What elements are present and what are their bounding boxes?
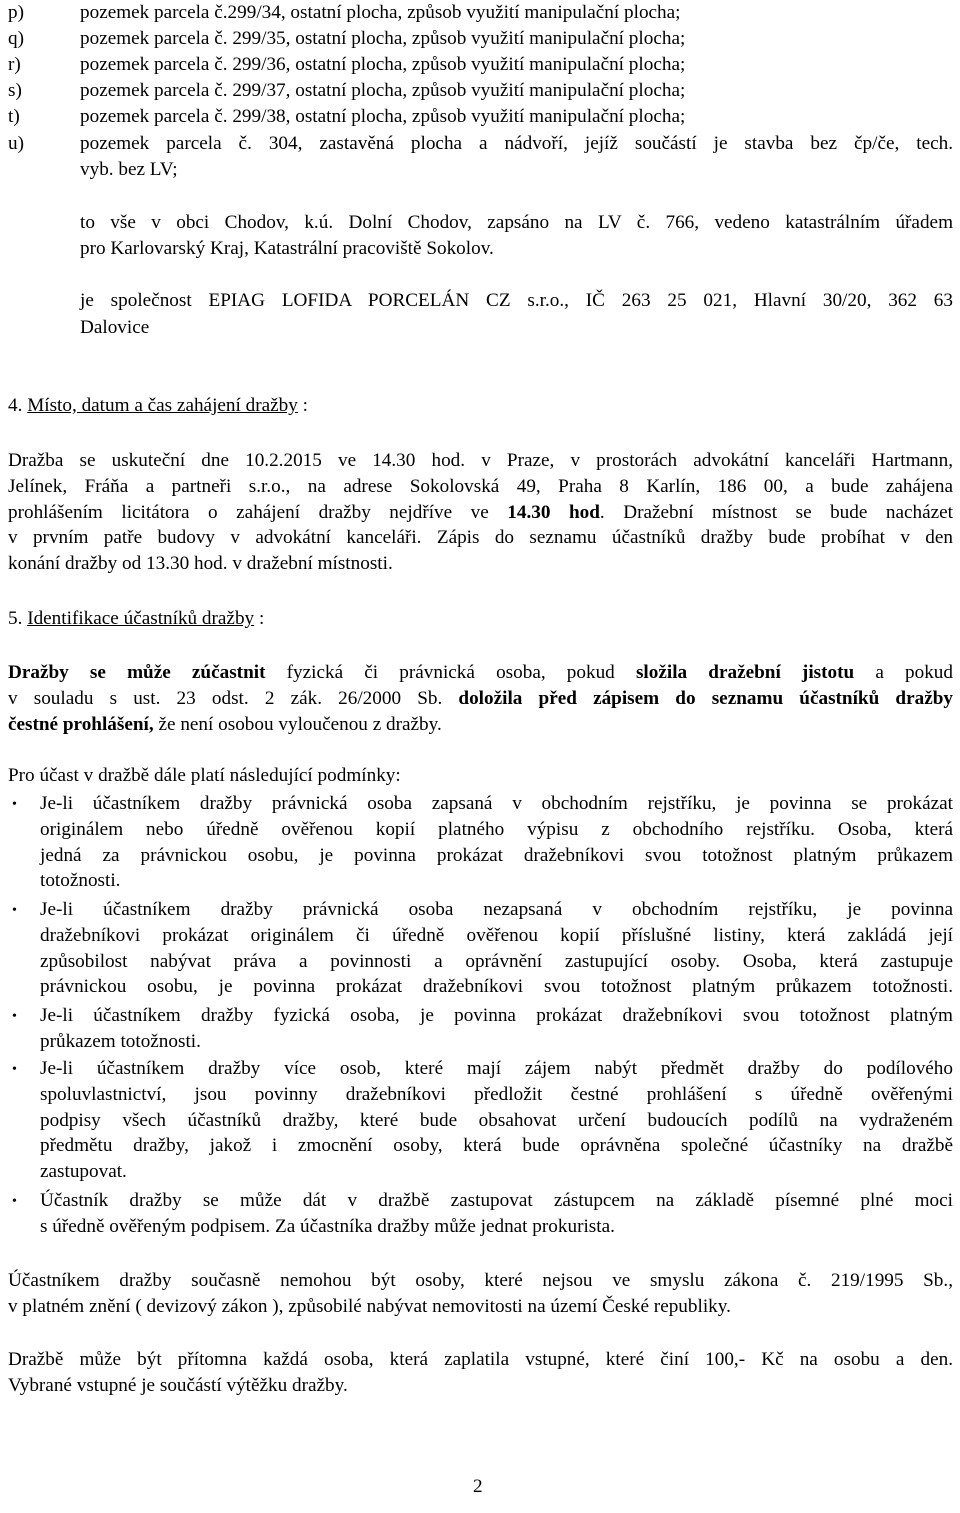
paragraph-line: v prvním patře budovy v advokátní kanceláři. Zápis do seznamu účastníků dražby bude probíhat v den: [8, 527, 953, 549]
paragraph-text: . Dražební místnost se bude nacházet: [599, 501, 954, 523]
location-line: pro Karlovarský Kraj, Katastrální pracoviště Sokolov.: [80, 238, 494, 259]
section-colon: :: [254, 608, 265, 629]
section-title: Místo, datum a čas zahájení dražby: [27, 395, 298, 416]
paragraph-line: [8, 500, 953, 526]
exclusion-paragraph: [8, 1268, 953, 1320]
bullet-text: [40, 897, 953, 1000]
bullet-line: způsobilost nabývat práva a povinnosti a oprávnění zastupující osoby. Osoba, která zastupuje: [40, 950, 953, 972]
bullet-icon: •: [12, 1009, 17, 1024]
paragraph-text: fyzická či právnická osoba, pokud: [265, 662, 636, 683]
section-4-heading: [8, 395, 308, 417]
list-item-continuation: vyb. bez LV;: [80, 159, 178, 180]
bold-text: složila dražební jistotu: [635, 662, 855, 683]
list-item-label: p): [8, 2, 24, 23]
section-colon: :: [297, 395, 308, 416]
bullet-text: [40, 1188, 953, 1240]
paragraph-text: a pokud: [854, 662, 953, 683]
bullet-icon: •: [12, 903, 17, 918]
section-5-heading: [8, 608, 264, 630]
bullet-line: s úředně ověřeným podpisem. Za účastníka dražby může jednat prokurista.: [40, 1215, 615, 1237]
paragraph-line: [8, 686, 953, 712]
bullet-icon: •: [12, 797, 17, 812]
list-item-text: pozemek parcela č. 299/38, ostatní plocha, způsob využití manipulační plocha;: [80, 106, 686, 127]
paragraph-line: Účastníkem dražby současně nemohou být osoby, které nejsou ve smyslu zákona č. 219/1995 Sb.,: [8, 1270, 953, 1291]
auction-time-bold: 14.30 hod: [507, 501, 600, 523]
location-block: [80, 212, 953, 234]
bullet-line: Účastník dražby se může dát v dražbě zastupovat zástupcem na základě písemné plné moci: [40, 1190, 953, 1211]
bold-text: doložila před zápisem do seznamu účastníků dražby: [458, 687, 953, 709]
list-item-label: q): [8, 28, 24, 49]
paragraph-line: Jelínek, Fráňa a partneři s.r.o., na adrese Sokolovská 49, Praha 8 Karlín, 186 00, a bude zahájena: [8, 475, 953, 497]
paragraph-text: že není osobou vyloučenou z dražby.: [153, 713, 442, 735]
bullet-line: průkazem totožnosti.: [40, 1030, 201, 1052]
bullet-text: [40, 1003, 953, 1055]
bullet-icon: •: [12, 1194, 17, 1209]
list-item-label: s): [8, 80, 22, 101]
bullet-line: Je-li účastníkem dražby fyzická osoba, je povinna prokázat dražebníkovi svou totožnost platným: [40, 1005, 953, 1026]
conditions-intro: Pro účast v dražbě dále platí následující podmínky:: [8, 765, 401, 786]
paragraph-line: [8, 660, 953, 686]
bullet-line: zastupovat.: [40, 1161, 127, 1183]
list-item-text: pozemek parcela č.299/34, ostatní plocha, způsob využití manipulační plocha;: [80, 2, 681, 23]
bold-text: čestné prohlášení,: [8, 713, 154, 735]
paragraph-line: v platném znění ( devizový zákon ), způsobilé nabývat nemovitosti na území České republiky.: [8, 1295, 731, 1317]
section-number: 4.: [8, 395, 28, 416]
paragraph-line: [8, 712, 953, 738]
bullet-line: právnickou osobu, je povinna prokázat dražebníkovi svou totožnost platným průkazem totožnosti.: [40, 976, 953, 998]
bullet-line: jedná za právnickou osobu, je povinna prokázat dražebníkovi svou totožnost platným průkazem: [40, 844, 953, 866]
bullet-line: Je-li účastníkem dražby více osob, které mají zájem nabýt předmět dražby do podílového: [40, 1058, 953, 1079]
owner-line: Dalovice: [80, 317, 150, 338]
bullet-line: originálem nebo úředně ověřenou kopií platného výpisu z obchodního rejstříku. Osoba, která: [40, 818, 953, 840]
section-title: Identifikace účastníků dražby: [27, 608, 255, 629]
admission-paragraph: [8, 1347, 953, 1399]
bullet-line: spoluvlastnictví, jsou povinny dražebníkovi předložit čestné prohlášení s úředně ověřenými: [40, 1083, 953, 1105]
page-number: 2: [473, 1476, 483, 1497]
paragraph-line: Dražba se uskuteční dne 10.2.2015 ve 14.30 hod. v Praze, v prostorách advokátní kanceláři Hartmann,: [8, 450, 953, 471]
bullet-text: [40, 791, 953, 894]
paragraph-line: konání dražby od 13.30 hod. v dražební místnosti.: [8, 553, 393, 575]
bullet-line: Je-li účastníkem dražby právnická osoba zapsaná v obchodním rejstříku, je povinna se prokázat: [40, 793, 953, 814]
list-item-label: t): [8, 106, 20, 127]
list-item-text: pozemek parcela č. 299/35, ostatní plocha, způsob využití manipulační plocha;: [80, 28, 686, 49]
bullet-line: Je-li účastníkem dražby právnická osoba nezapsaná v obchodním rejstříku, je povinna: [40, 899, 953, 920]
owner-block: [80, 290, 953, 312]
bullet-icon: •: [12, 1062, 17, 1077]
list-item-label: r): [8, 54, 21, 75]
paragraph-line: Dražbě může být přítomna každá osoba, která zaplatila vstupné, které činí 100,- Kč na osobu a den.: [8, 1349, 953, 1370]
section-number: 5.: [8, 608, 28, 629]
list-item-text: pozemek parcela č. 299/37, ostatní plocha, způsob využití manipulační plocha;: [80, 80, 686, 101]
bold-text: Dražby se může zúčastnit: [8, 662, 266, 683]
location-line: to vše v obci Chodov, k.ú. Dolní Chodov, zapsáno na LV č. 766, vedeno katastrálním úřadem: [80, 212, 953, 233]
bullet-line: totožnosti.: [40, 870, 121, 892]
owner-line: je společnost EPIAG LOFIDA PORCELÁN CZ s.r.o., IČ 263 25 021, Hlavní 30/20, 362 63: [80, 290, 953, 311]
paragraph-text: prohlášením licitátora o zahájení dražby nejdříve ve: [8, 501, 508, 523]
auction-time-paragraph: [8, 448, 953, 577]
list-item-text: pozemek parcela č. 304, zastavěná plocha a nádvoří, jejíž součástí je stavba bez čp/če, tech.: [80, 133, 953, 154]
bullet-text: [40, 1056, 953, 1185]
paragraph-text: v souladu s ust. 23 odst. 2 zák. 26/2000 Sb.: [8, 687, 459, 709]
bullet-line: dražebníkovi prokázat originálem či úředně ověřenou kopií příslušné listiny, která zakládá její: [40, 924, 953, 946]
list-item-text: pozemek parcela č. 299/36, ostatní plocha, způsob využití manipulační plocha;: [80, 54, 686, 75]
participation-paragraph: [8, 660, 953, 737]
list-item-label: u): [8, 133, 24, 154]
paragraph-line: Vybrané vstupné je součástí výtěžku dražby.: [8, 1374, 348, 1396]
list-item-text-block: [80, 133, 953, 155]
bullet-line: podpisy všech účastníků dražby, které bude obsahovat určení budoucích podílů na vydraženém: [40, 1109, 953, 1131]
bullet-line: předmětu dražby, jakož i zmocnění osoby, která bude oprávněna společné účastníky na dražbě: [40, 1135, 953, 1157]
